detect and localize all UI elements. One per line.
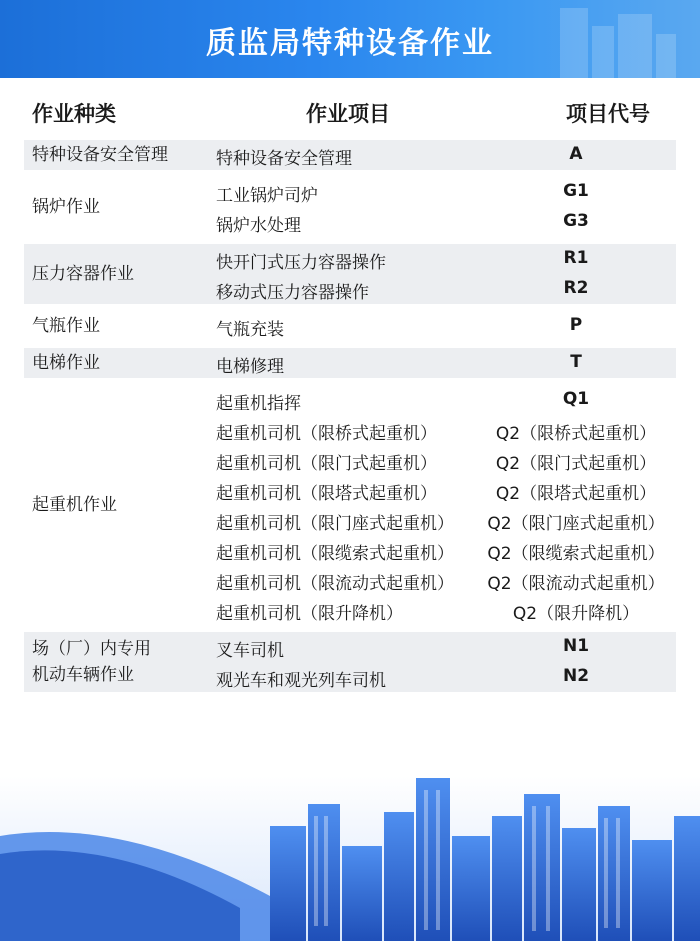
category-label: 机动车辆作业 [32,665,134,685]
code-cell: T [570,352,582,372]
page-title: 质监局特种设备作业 [206,26,494,61]
table-row [24,244,676,274]
code-cell: G3 [563,211,589,231]
table-header [24,86,676,140]
item-cell: 起重机司机（限门座式起重机） [216,514,454,534]
code-cell: N1 [562,636,590,656]
table-row [24,595,676,625]
table-row [24,415,676,445]
table-row [24,140,676,170]
item-cell: 起重机司机（限缆索式起重机） [216,544,454,564]
code-cell: G1 [563,181,589,201]
table-row [24,207,676,237]
category-group [24,385,676,625]
item-cell: 观光车和观光列车司机 [216,671,386,691]
table-row [24,565,676,595]
column-header-code: 项目代号 [566,102,650,126]
code-cell: R1 [563,248,589,268]
code-cell: Q2（限升降机） [512,604,640,624]
item-cell: 起重机司机（限流动式起重机） [216,574,454,594]
table-row [24,475,676,505]
operations-table [24,86,676,699]
item-cell: 起重机司机（限门式起重机） [216,454,437,474]
category-group [24,632,676,692]
item-cell: 起重机指挥 [216,394,301,414]
code-cell: R2 [563,278,589,298]
category-group [24,311,676,341]
item-cell: 锅炉水处理 [216,216,301,236]
item-cell: 特种设备安全管理 [216,149,352,169]
table-row [24,385,676,415]
code-cell: Q1 [562,389,590,409]
item-cell: 快开门式压力容器操作 [216,253,386,273]
category-group [24,348,676,378]
code-cell: Q2（限缆索式起重机） [487,544,665,564]
category-label: 场（厂）内专用 [32,639,151,659]
code-cell: A [569,144,583,164]
table-row [24,177,676,207]
category-label: 压力容器作业 [32,264,134,284]
table-row [24,348,676,378]
item-cell: 移动式压力容器操作 [216,283,369,303]
table-row [24,632,676,662]
category-label: 气瓶作业 [32,316,100,336]
category-group [24,244,676,304]
category-label: 起重机作业 [32,495,117,515]
title-banner [0,0,700,78]
code-cell: N2 [562,666,590,686]
table-row [24,535,676,565]
code-cell: Q2（限门式起重机） [495,454,657,474]
column-header-item: 作业项目 [306,102,390,126]
item-cell: 叉车司机 [216,641,284,661]
column-header-category: 作业种类 [32,102,116,126]
table-row [24,662,676,692]
category-label: 特种设备安全管理 [32,145,168,165]
category-label: 电梯作业 [32,353,100,373]
item-cell: 起重机司机（限升降机） [216,604,403,624]
category-group [24,177,676,237]
category-label: 锅炉作业 [32,197,100,217]
code-cell: Q2（限塔式起重机） [495,484,657,504]
table-row [24,311,676,341]
table-body [24,140,676,692]
table-row [24,274,676,304]
code-cell: P [569,315,583,335]
item-cell: 工业锅炉司炉 [216,186,318,206]
table-row [24,505,676,535]
table-row [24,445,676,475]
item-cell: 起重机司机（限桥式起重机） [216,424,437,444]
code-cell: Q2（限门座式起重机） [487,514,665,534]
code-cell: Q2（限桥式起重机） [495,424,657,444]
city-skyline-illustration [0,776,700,941]
item-cell: 气瓶充装 [216,320,284,340]
code-cell: Q2（限流动式起重机） [487,574,665,594]
category-group [24,140,676,170]
item-cell: 起重机司机（限塔式起重机） [216,484,437,504]
item-cell: 电梯修理 [216,357,284,377]
